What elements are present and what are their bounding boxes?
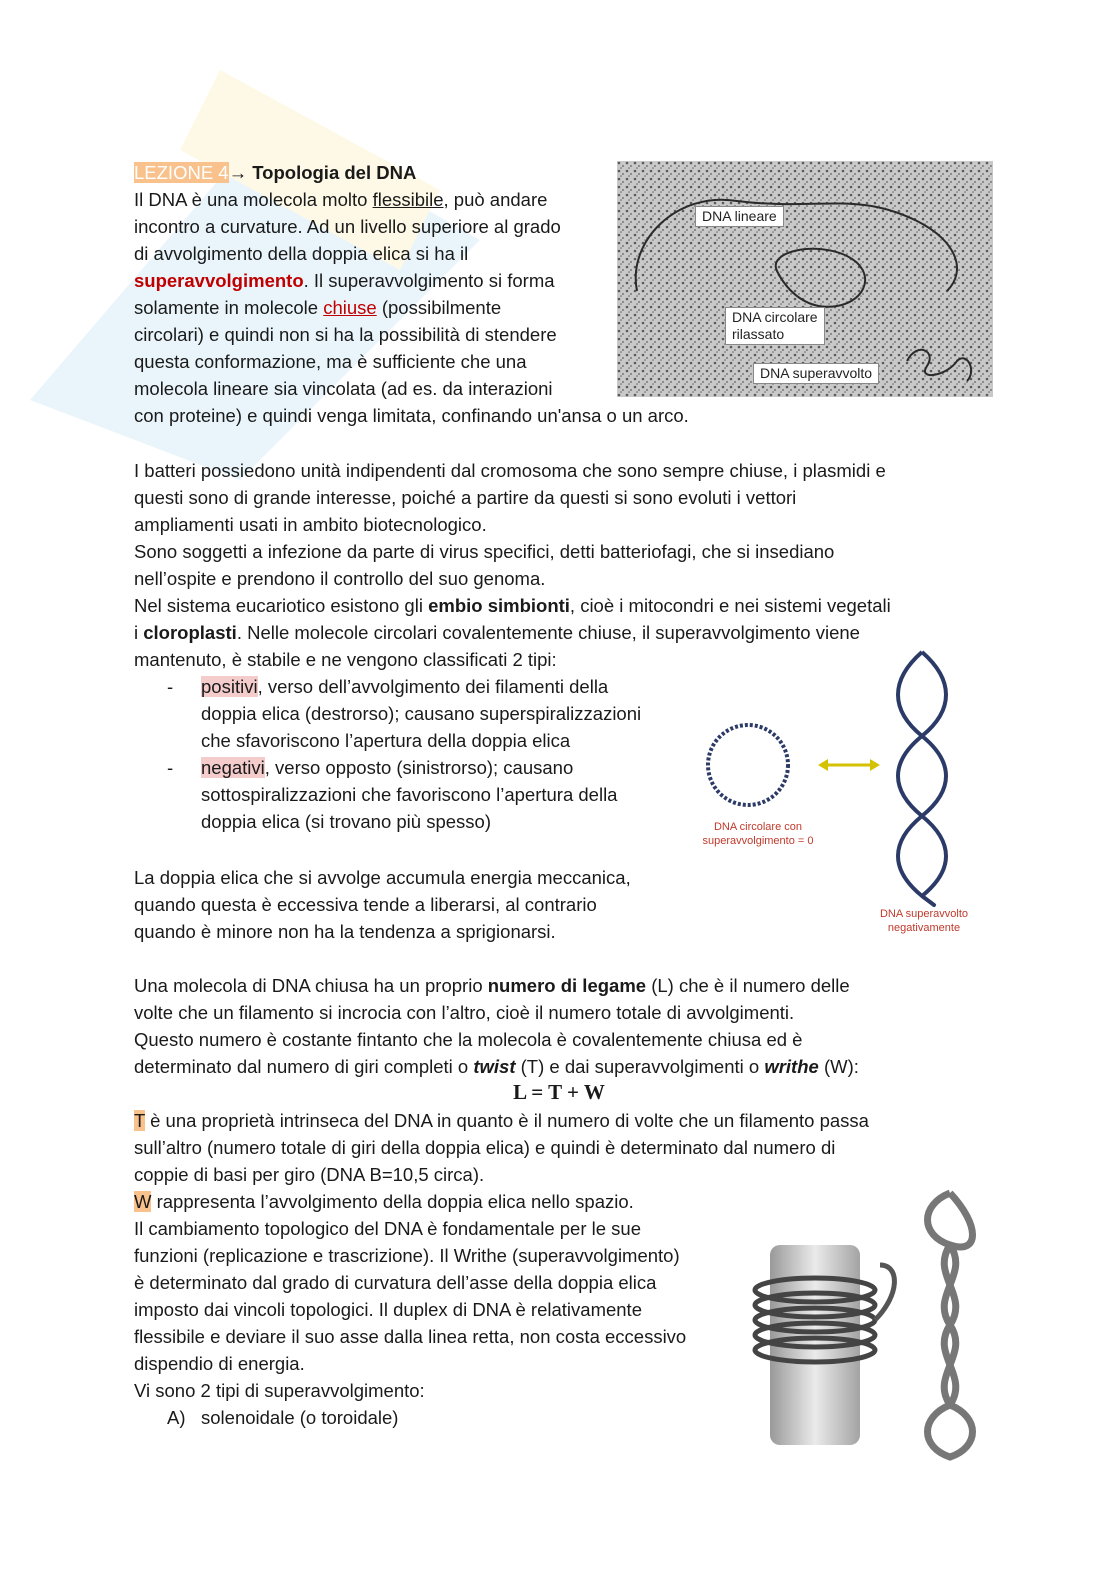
item-a-text: solenoidale (o toroidale): [201, 1407, 399, 1428]
intro-line-3: di avvolgimento della doppia elica si ha il: [134, 243, 469, 264]
change-line-1: Il cambiamento topologico del DNA è fondamentale per le sue: [134, 1218, 641, 1239]
intro-line-9: con proteine) e quindi venga limitata, confinando un'ansa o un arco.: [134, 405, 689, 426]
change-line-6: dispendio di energia.: [134, 1353, 305, 1374]
change-line-5: flessibile e deviare il suo asse dalla linea retta, non costa eccessivo: [134, 1326, 687, 1347]
micrograph-drawing: [617, 161, 993, 397]
supercoil-figure: [690, 640, 990, 950]
twist-line-2: sull’altro (numero totale di giri della doppia elica) e quindi è determinato dal numero di: [134, 1137, 836, 1158]
list-dash-negative: -: [167, 757, 174, 778]
caption-relaxed-circle: DNA circolare con superavvolgimento = 0: [702, 821, 814, 847]
lesson-tag: LEZIONE 4: [134, 162, 229, 183]
writhe-letter: W: [134, 1191, 152, 1212]
list-positive-line-3: che sfavoriscono l’apertura della doppia elica: [201, 730, 571, 751]
linking-number-formula: L = T + W: [513, 1080, 605, 1104]
label-relaxed-dna: DNA circolare rilassato: [725, 307, 825, 345]
change-line-2: funzioni (replicazione e trascrizione). Il Writhe (superavvolgimento): [134, 1245, 680, 1266]
para4-line-3: Questo numero è costante fintanto che la molecola è covalentemente chiusa ed è: [134, 1029, 803, 1050]
para2-line-2: questi sono di grande interesse, poiché a partire da questi si sono evoluti i vettori: [134, 487, 797, 508]
list-positive-line-2: doppia elica (destrorso); causano superspiralizzazioni: [201, 703, 642, 724]
solenoid-plectoneme-figure: [750, 1185, 990, 1465]
label-supercoiled-dna: DNA superavvolto: [753, 363, 879, 384]
change-line-7: Vi sono 2 tipi di superavvolgimento:: [134, 1380, 425, 1401]
intro-line-1: Il DNA è una molecola molto flessibile, può andare: [134, 189, 548, 210]
label-linear-dna: DNA lineare: [695, 206, 784, 227]
list-negative-line-1: negativi, verso opposto (sinistrorso); causano: [201, 757, 574, 778]
para3-line-3: quando è minore non ha la tendenza a sprigionarsi.: [134, 921, 556, 942]
list-negative-line-2: sottospiralizzazioni che favoriscono l’apertura della: [201, 784, 618, 805]
para2-line-1: I batteri possiedono unità indipendenti dal cromosoma che sono sempre chiuse, i plasmidi e: [134, 460, 886, 481]
intro-line-6: circolari) e quindi non si ha la possibilità di stendere: [134, 324, 557, 345]
supercoiling-term: superavvolgimento: [134, 270, 304, 291]
list-dash-positive: -: [167, 676, 174, 697]
intro-line-7: questa conformazione, ma è sufficiente che una: [134, 351, 527, 372]
negative-term: negativi: [201, 757, 265, 778]
writhe-line-1: W rappresenta l’avvolgimento della doppia elica nello spazio.: [134, 1191, 634, 1212]
para3-line-2: quando questa è eccessiva tende a liberarsi, al contrario: [134, 894, 597, 915]
page-title: Topologia del DNA: [252, 162, 417, 183]
change-line-4: imposto dai vincoli topologici. Il duplex di DNA è relativamente: [134, 1299, 642, 1320]
para4-line-2: volte che un filamento si incrocia con l’altro, cioè il numero totale di avvolgimenti.: [134, 1002, 795, 1023]
para2-line-5: nell’ospite e prendono il controllo del suo genoma.: [134, 568, 546, 589]
dna-micrograph: [617, 161, 993, 397]
para3-line-1: La doppia elica che si avvolge accumula energia meccanica,: [134, 867, 631, 888]
closed-link[interactable]: chiuse: [323, 297, 377, 318]
list-positive-line-1: positivi, verso dell’avvolgimento dei filamenti della: [201, 676, 609, 697]
para2-line-6: Nel sistema eucariotico esistono gli embio simbionti, cioè i mitocondri e nei sistemi vegetali: [134, 595, 891, 616]
intro-line-8: molecola lineare sia vincolata (ad es. da interazioni: [134, 378, 553, 399]
change-line-3: è determinato dal grado di curvatura dell’asse della doppia elica: [134, 1272, 657, 1293]
heading-arrow: →: [228, 162, 248, 183]
para4-line-1: Una molecola di DNA chiusa ha un proprio numero di legame (L) che è il numero delle: [134, 975, 850, 996]
para2-line-4: Sono soggetti a infezione da parte di virus specifici, detti batteriofagi, che si insediano: [134, 541, 835, 562]
positive-term: positivi: [201, 676, 258, 697]
lesson-heading: [134, 159, 416, 186]
intro-line-2: incontro a curvature. Ad un livello superiore al grado: [134, 216, 561, 237]
list-negative-line-3: doppia elica (si trovano più spesso): [201, 811, 491, 832]
intro-line-4: superavvolgimento. Il superavvolgimento si forma: [134, 270, 555, 291]
twist-line-3: coppie di basi per giro (DNA B=10,5 circa).: [134, 1164, 485, 1185]
item-a-letter: A): [167, 1407, 186, 1428]
para2-line-7: i cloroplasti. Nelle molecole circolari covalentemente chiuse, il superavvolgimento viene: [134, 622, 860, 643]
twist-letter: T: [134, 1110, 145, 1131]
twist-line-1: T è una proprietà intrinseca del DNA in quanto è il numero di volte che un filamento passa: [134, 1110, 869, 1131]
para2-line-8: mantenuto, è stabile e ne vengono classificati 2 tipi:: [134, 649, 557, 670]
intro-line-5: solamente in molecole chiuse (possibilmente: [134, 297, 502, 318]
caption-negative-supercoil: DNA superavvolto negativamente: [879, 908, 969, 934]
para2-line-3: ampliamenti usati in ambito biotecnologico.: [134, 514, 487, 535]
para4-line-4: determinato dal numero di giri completi o twist (T) e dai superavvolgimenti o writhe (W):: [134, 1056, 859, 1077]
